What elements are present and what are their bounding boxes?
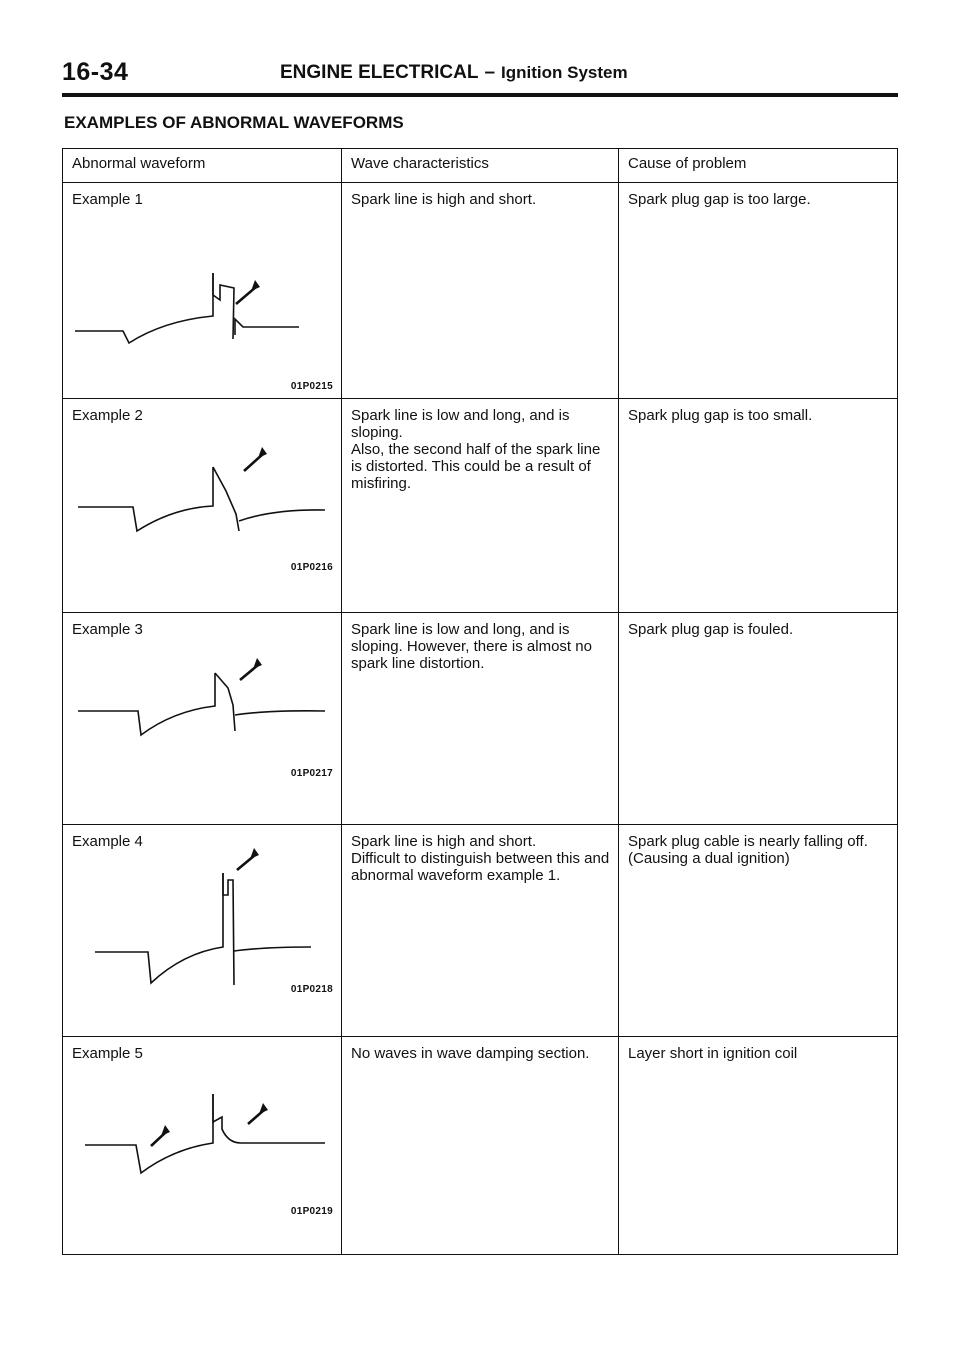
waveform-diagram	[63, 399, 342, 613]
cause-text: (Causing a dual ignition)	[628, 850, 790, 867]
waveform-cell	[63, 825, 342, 1037]
waveform-diagram	[63, 1037, 342, 1255]
characteristics-cell	[342, 1037, 619, 1255]
arrow-head	[253, 658, 262, 669]
arrow-head	[251, 280, 260, 291]
characteristics-text: Spark line is low and long, and is sloping. However, there is almost no spark line distortion.	[351, 621, 592, 672]
arrow-head	[250, 848, 259, 859]
cause-cell	[619, 1037, 898, 1255]
characteristics-cell	[342, 183, 619, 399]
cause-text: Spark plug gap is too small.	[628, 407, 813, 424]
characteristics-cell	[342, 825, 619, 1037]
figure-code: 01P0217	[290, 768, 333, 779]
cause-cell	[619, 825, 898, 1037]
column-header-waveform: Abnormal waveform	[63, 149, 342, 183]
header-rule	[62, 93, 898, 97]
table-row	[63, 399, 898, 613]
table-row	[63, 1037, 898, 1255]
abnormal-waveforms-table	[62, 148, 898, 1255]
example-label: Example 4	[72, 833, 143, 850]
figure-code: 01P0218	[290, 984, 333, 995]
waveform-diagram	[63, 613, 342, 825]
characteristics-text: Spark line is low and long, and is sloping.	[351, 407, 570, 441]
cause-cell	[619, 399, 898, 613]
page-header	[62, 58, 898, 98]
example-label: Example 1	[72, 191, 143, 208]
cause-text: Spark plug gap is fouled.	[628, 621, 794, 638]
waveform-cell	[63, 399, 342, 613]
example-label: Example 2	[72, 407, 143, 424]
figure-code: 01P0215	[290, 381, 333, 392]
table-header-row	[63, 149, 898, 183]
characteristics-text: Also, the second half of the spark line is distorted. This could be a result of misfiring.	[351, 441, 601, 492]
arrow-head	[259, 1103, 268, 1114]
example-label: Example 5	[72, 1045, 143, 1062]
table-row	[63, 825, 898, 1037]
column-header-cause: Cause of problem	[619, 149, 898, 183]
characteristics-cell	[342, 613, 619, 825]
section-name: ENGINE ELECTRICAL	[280, 62, 479, 83]
characteristics-cell	[342, 399, 619, 613]
cause-text: Spark plug gap is too large.	[628, 191, 811, 208]
waveform-cell	[63, 1037, 342, 1255]
figure-code: 01P0219	[290, 1206, 333, 1217]
page-number: 16-34	[62, 58, 129, 86]
cause-cell	[619, 613, 898, 825]
table-row	[63, 613, 898, 825]
column-header-characteristics: Wave characteristics	[342, 149, 619, 183]
waveform-cell	[63, 613, 342, 825]
title-dash: –	[484, 62, 496, 83]
section-title	[280, 62, 628, 84]
waveform-diagram	[63, 825, 342, 1037]
waveform-diagram	[63, 183, 342, 399]
characteristics-text: No waves in wave damping section.	[351, 1045, 590, 1062]
example-label: Example 3	[72, 621, 143, 638]
page-heading: EXAMPLES OF ABNORMAL WAVEFORMS	[64, 113, 404, 132]
subsection-name: Ignition System	[501, 63, 628, 82]
cause-text: Spark plug cable is nearly falling off.	[628, 833, 868, 850]
waveform-cell	[63, 183, 342, 399]
figure-code: 01P0216	[290, 562, 333, 573]
characteristics-text: Difficult to distinguish between this and abnormal waveform example 1.	[351, 850, 610, 884]
arrow-head	[161, 1125, 170, 1136]
characteristics-text: Spark line is high and short.	[351, 833, 537, 850]
cause-cell	[619, 183, 898, 399]
cause-text: Layer short in ignition coil	[628, 1045, 798, 1062]
characteristics-text: Spark line is high and short.	[351, 191, 537, 208]
arrow-head	[258, 447, 267, 458]
table-row	[63, 183, 898, 399]
